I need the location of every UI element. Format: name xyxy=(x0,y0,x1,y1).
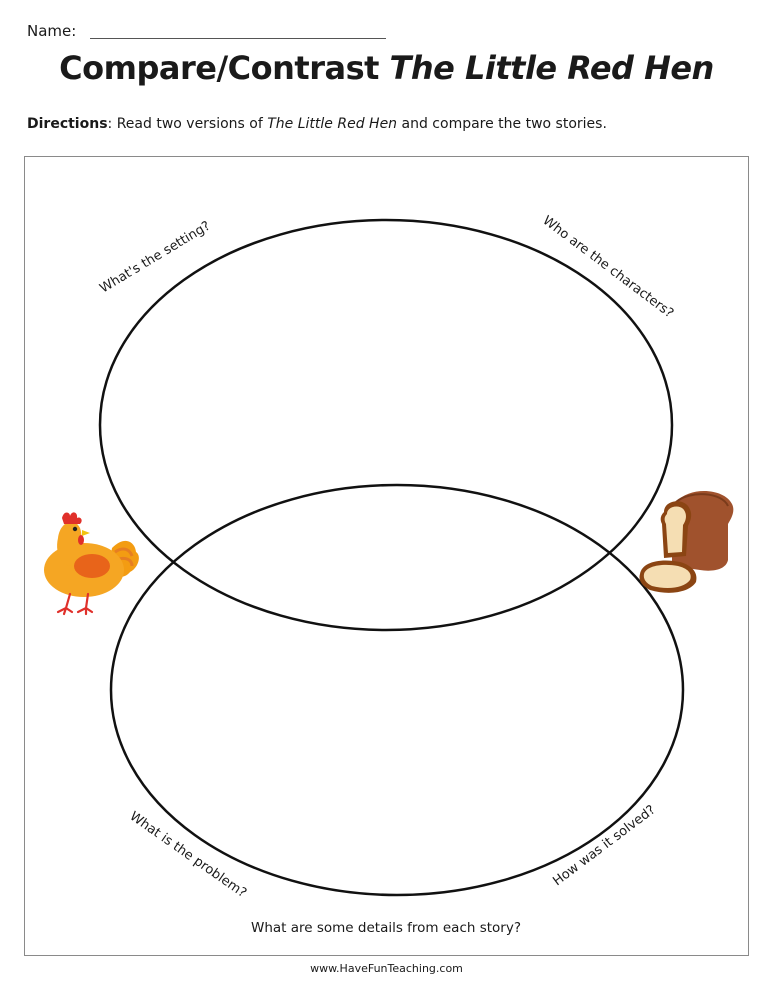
hen-icon xyxy=(44,512,139,614)
prompt-setting: What's the setting? xyxy=(97,218,214,297)
prompt-problem: What is the problem? xyxy=(126,808,250,901)
footer-url: www.HaveFunTeaching.com xyxy=(310,962,463,975)
prompt-solved: How was it solved? xyxy=(550,802,659,890)
directions-text-before: : Read two versions of xyxy=(107,116,268,132)
title-main: Compare/Contrast xyxy=(59,49,390,87)
prompt-characters: Who are the characters? xyxy=(539,213,677,322)
title-italic: The Little Red Hen xyxy=(389,49,714,87)
bottom-oval xyxy=(111,485,683,895)
directions-italic: The Little Red Hen xyxy=(267,116,398,132)
directions-label: Directions xyxy=(27,116,108,132)
top-oval xyxy=(100,220,672,630)
directions-text-after: and compare the two stories. xyxy=(397,116,607,132)
name-label: Name: xyxy=(27,22,77,40)
prompt-details: What are some details from each story? xyxy=(250,920,522,936)
bread-icon xyxy=(639,491,733,593)
